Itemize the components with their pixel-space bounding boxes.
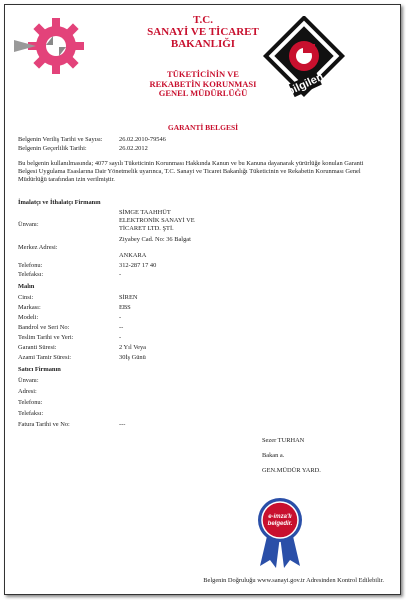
- legal-paragraph: Bu belgenin kullanılmasında; 4077 sayılı Tüketicinin Korunması Hakkında Kanun ve bu Kanuna dayanarak yürürlüğe konulan Garanti Belgesi Uygulama Esaslarına Dair Yönetmelik uyarınca, T.C. Sanayi ve Ticaret Bakanlığı Tüketicinin ve Rekabetin Korunması Genel Müdürlüğü tarafından izin verilmiştir.: [18, 160, 364, 183]
- meta-value: 26.02.2012: [119, 145, 148, 152]
- product-label: Modeli:: [18, 314, 39, 321]
- signatory-role2: GEN.MÜDÜR YARD.: [262, 467, 321, 474]
- manufacturer-title-line1: ELEKTRONİK SANAYİ VE: [119, 217, 195, 224]
- product-value: 30İş Günü: [119, 354, 146, 361]
- header-sub2: REKABETİN KORUNMASI: [149, 78, 257, 89]
- manufacturer-name-line1: SİMGE TAAHHÜT: [119, 209, 171, 216]
- seller-label: Telefaksı:: [18, 410, 44, 417]
- e-signature-badge: [254, 496, 306, 570]
- header-ministry-line2: BAKANLIĞI: [170, 38, 236, 50]
- seller-label: Ünvanı:: [18, 377, 39, 384]
- manufacturer-phone-value: 312-287 17 40: [119, 262, 157, 269]
- manufacturer-address-label: Merkez Adresi:: [18, 244, 58, 251]
- manufacturer-fax-label: Telefaksı:: [18, 271, 44, 278]
- product-label: Garanti Süresi:: [18, 344, 57, 351]
- header-sub3: GENEL MÜDÜRLÜĞÜ: [158, 88, 248, 98]
- manufacturer-title-line2: TİCARET LTD. ŞTİ.: [119, 225, 174, 232]
- product-label: Azami Tamir Süresi:: [18, 354, 72, 361]
- badge-text-line2: belgedir.: [267, 521, 293, 527]
- badge-text-line1: e-imza'lı: [268, 514, 292, 520]
- signatory-role1: Bakan a.: [262, 452, 285, 459]
- product-label: Bandrol ve Seri No:: [18, 324, 70, 331]
- ministry-header: [0, 14, 406, 50]
- seller-label: Adresi:: [18, 388, 37, 395]
- product-heading: Malın: [18, 283, 35, 290]
- product-value: 2 Yıl Veya: [119, 344, 146, 351]
- product-value: --: [119, 324, 124, 331]
- directorate-header: [0, 70, 406, 99]
- product-label: Cinsi:: [18, 294, 34, 301]
- manufacturer-address-line1: Ziyabey Cad. No: 36 Balgat: [119, 236, 191, 243]
- seller-label: Fatura Tarihi ve No:: [18, 421, 70, 428]
- bilgilen-logo-text: bilgilen: [285, 70, 326, 99]
- manufacturer-phone-label: Telefonu:: [18, 262, 43, 269]
- product-value: -: [119, 334, 122, 341]
- meta-label: Belgenin Geçerlilik Tarihi:: [18, 145, 87, 152]
- header-sub1: TÜKETİCİNİN VE: [167, 69, 239, 79]
- seller-value: ---: [119, 421, 126, 428]
- product-value: SİREN: [119, 294, 138, 301]
- seller-heading: Satıcı Firmanın: [18, 366, 61, 373]
- product-label: Markası:: [18, 304, 41, 311]
- meta-value: 26.02.2010-79546: [119, 136, 166, 143]
- manufacturer-fax-value: -: [119, 271, 122, 278]
- seller-label: Telefonu:: [18, 399, 43, 406]
- meta-label: Belgenin Veriliş Tarihi ve Sayısı:: [18, 136, 103, 143]
- header-tc: T.C.: [193, 14, 213, 26]
- header-ministry-line1: SANAYİ VE TİCARET: [147, 26, 259, 38]
- product-label: Teslim Tarihi ve Yeri:: [18, 334, 74, 341]
- verification-footer: Belgenin Doğruluğu www.sanayi.gov.tr Adresinden Kontrol Edilebilir.: [203, 577, 384, 584]
- manufacturer-address-line2: ANKARA: [119, 252, 147, 259]
- product-value: EBS: [119, 304, 131, 311]
- manufacturer-heading: İmalatçı ve İthalatçı Firmanın: [18, 199, 101, 206]
- product-value: -: [119, 314, 122, 321]
- document-title: GARANTİ BELGESİ: [167, 123, 239, 132]
- signatory-name: Sezer TURHAN: [262, 437, 305, 444]
- manufacturer-title-label: Ünvanı:: [18, 221, 39, 228]
